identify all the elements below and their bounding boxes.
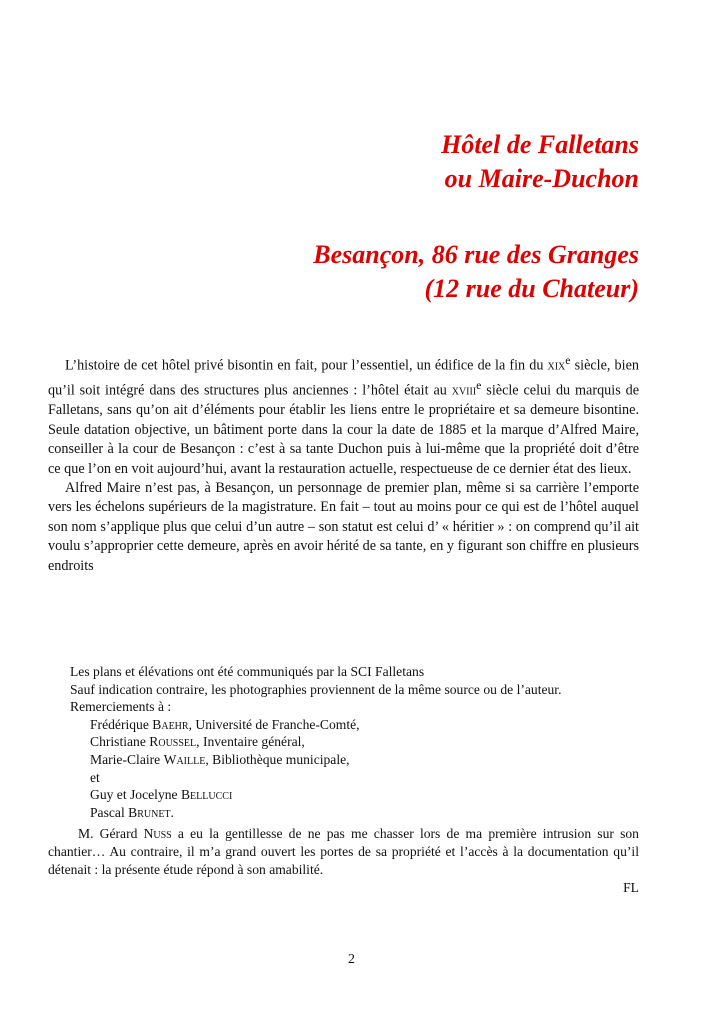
address-line-1: Besançon, 86 rue des Granges: [313, 240, 639, 269]
person-last: Bellucci: [180, 787, 233, 803]
title-line-1: Hôtel de Falletans: [441, 130, 639, 159]
person-last: Baehr: [152, 716, 189, 732]
page-number: 2: [348, 952, 355, 967]
title-line-2: ou Maire-Duchon: [444, 164, 639, 193]
century-xviii: xviii: [451, 382, 477, 399]
thanks-part-a: M. Gérard: [78, 826, 144, 841]
person-first: Guy et Jocelyne: [90, 787, 181, 803]
title-block: [313, 128, 639, 306]
person-last: Roussel: [149, 734, 197, 750]
paragraph-1: [48, 351, 639, 479]
thanks-part-b: a eu la gentillesse de ne pas me chasser lors de ma première intrusion sur son chantier… Au contraire, il m’a grand ouvert les portes de sa propriété et l’accès à la documentation qu’il détenait : la présente étude répond à son amabilité.: [48, 826, 639, 877]
p1-part-b: siècle, bien qu’il soit intégré dans des structures plus anciennes : l’hôtel était au: [48, 357, 639, 399]
person-first: et: [90, 769, 100, 785]
person-last: Waille: [163, 751, 206, 767]
person-first: Frédérique: [90, 716, 153, 732]
paragraph-2: Alfred Maire n’est pas, à Besançon, un personnage de premier plan, même si sa carrière l’emporte vers les échelons supérieurs de la magistrature. En fait – tout au moins pour ce qui est de l’hôtel auquel son nom s’applique plus que celui d’un autre – son statut est celui d’ « héritier » : on comprend qu’il ait voulu s’approprier cette demeure, après en avoir hérité de sa tante, en y figurant son chiffre en plusieurs endroits: [48, 479, 639, 574]
ack-person: [70, 751, 630, 769]
body-text: [48, 351, 639, 576]
thanks-name: Nuss: [143, 826, 172, 841]
ack-line-2: Sauf indication contraire, les photographies proviennent de la même source ou de l’auteur.: [70, 681, 562, 697]
ack-line-3: Remerciements à :: [70, 699, 172, 715]
p1-part-c: siècle celui du marquis de Falletans, sans qu’on ait d’éléments pour établir les liens entre le propriétaire et sa demeure bisontine. Seule datation objective, un bâtiment porte dans la cour la date de 1885 et la marque d’Alfred Maire, conseiller à la cour de Besançon : c’est à sa tante Duchon puis à lui-même que la propriété doit d’être ce que l’on en voit aujourd’hui, avant la restauration actuelle, respectueuse de ce dernier état des lieux.: [48, 382, 639, 477]
person-first: Christiane: [90, 734, 150, 750]
century-xix: xix: [547, 357, 566, 374]
address-line-2: (12 rue du Chateur): [424, 274, 639, 303]
person-rest: , Université de Franche-Comté,: [188, 716, 360, 732]
ack-line-1: Les plans et élévations ont été communiqués par la SCI Falletans: [70, 664, 425, 679]
ack-person: [70, 804, 630, 822]
person-last: Brunet: [128, 804, 171, 820]
p1-part-a: L’histoire de cet hôtel privé bisontin en fait, pour l’essentiel, un édifice de la fin du: [65, 357, 548, 374]
ack-person: [70, 769, 630, 787]
sup-e-2: e: [476, 378, 482, 393]
person-rest: , Inventaire général,: [196, 734, 305, 750]
ack-person: [70, 716, 630, 734]
ack-person: [70, 786, 630, 804]
sup-e-1: e: [565, 353, 571, 367]
acknowledgments: [70, 663, 630, 821]
thanks-paragraph: [48, 825, 639, 879]
person-first: Pascal: [90, 804, 129, 820]
person-rest: , Bibliothèque municipale,: [205, 751, 350, 767]
person-rest: .: [170, 804, 174, 820]
ack-person: [70, 733, 630, 751]
thanks-section: [48, 825, 639, 897]
signature: FL: [623, 880, 639, 895]
person-first: Marie-Claire: [90, 751, 164, 767]
